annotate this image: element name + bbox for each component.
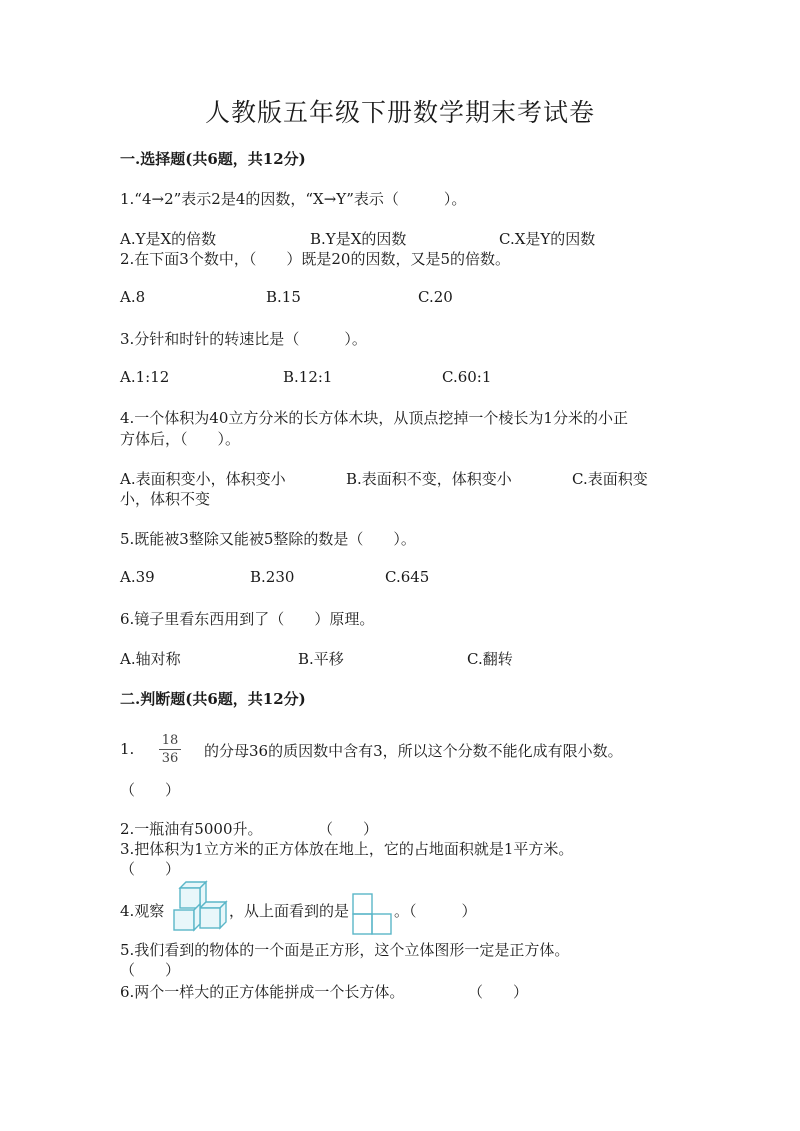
option-b[interactable]: B.表面积不变，体积变小 xyxy=(346,470,512,488)
option-c[interactable]: C.60:1 xyxy=(442,368,492,386)
answer-blank[interactable]: （ ） xyxy=(318,820,379,838)
question-number: 1. xyxy=(120,740,135,758)
answer-blank[interactable]: （ ） xyxy=(120,860,181,878)
answer-blank[interactable]: （ ） xyxy=(120,781,181,799)
question-stem-line2: 方体后，（ ）。 xyxy=(120,430,241,448)
option-b[interactable]: B.15 xyxy=(266,288,301,306)
option-a[interactable]: A.39 xyxy=(120,568,155,586)
question-stem: 6.镜子里看东西用到了（ ）原理。 xyxy=(120,610,375,628)
section-heading-judge: 二.判断题(共6题，共12分) xyxy=(120,690,306,708)
question-suffix[interactable]: 。（ ） xyxy=(394,902,477,920)
question-text: 3.把体积为1立方米的正方体放在地上，它的占地面积就是1平方米。 xyxy=(120,840,574,858)
question-text: 6.两个一样大的正方体能拼成一个长方体。 xyxy=(120,983,405,1001)
question-stem: 2.在下面3个数中，（ ）既是20的因数，又是5的倍数。 xyxy=(120,250,510,268)
question-stem: 5.既能被3整除又能被5整除的数是（ ）。 xyxy=(120,530,416,548)
question-middle: ，从上面看到的是 xyxy=(229,902,350,920)
option-a[interactable]: A.Y是X的倍数 xyxy=(120,230,217,248)
option-b[interactable]: B.Y是X的因数 xyxy=(310,230,407,248)
page-title: 人教版五年级下册数学期末考试卷 xyxy=(204,98,595,127)
question-text: 的分母36的质因数中含有3，所以这个分数不能化成有限小数。 xyxy=(204,742,623,760)
option-b[interactable]: B.230 xyxy=(250,568,295,586)
option-c[interactable]: C.表面积变 xyxy=(572,470,648,488)
option-b[interactable]: B.12:1 xyxy=(283,368,333,386)
option-c[interactable]: C.20 xyxy=(418,288,453,306)
fraction-bar xyxy=(159,749,181,750)
question-stem: 3.分针和时针的转速比是（ ）。 xyxy=(120,330,367,348)
fraction-denominator: 36 xyxy=(161,751,179,766)
option-b[interactable]: B.平移 xyxy=(298,650,344,668)
answer-blank[interactable]: （ ） xyxy=(468,983,529,1001)
section-heading-choice: 一.选择题(共6题，共12分) xyxy=(120,150,306,168)
option-a[interactable]: A.轴对称 xyxy=(120,650,181,668)
question-prefix: 4.观察 xyxy=(120,902,165,920)
option-a[interactable]: A.表面积变小，体积变小 xyxy=(120,470,286,488)
top-view-figure xyxy=(352,893,392,935)
option-c-wrap: 小，体积不变 xyxy=(120,490,211,508)
option-c[interactable]: C.翻转 xyxy=(467,650,513,668)
question-text: 5.我们看到的物体的一个面是正方形，这个立体图形一定是正方体。 xyxy=(120,941,570,959)
question-stem: 1.“4→2”表示2是4的因数，“X→Y”表示（ ）。 xyxy=(120,190,467,208)
fraction xyxy=(159,733,181,766)
option-a[interactable]: A.8 xyxy=(120,288,146,306)
option-a[interactable]: A.1:12 xyxy=(120,368,170,386)
cube-stack-figure xyxy=(172,880,228,936)
fraction-numerator: 18 xyxy=(161,733,179,748)
option-c[interactable]: C.645 xyxy=(385,568,430,586)
answer-blank[interactable]: （ ） xyxy=(120,961,181,979)
option-c[interactable]: C.X是Y的因数 xyxy=(499,230,596,248)
question-text: 2.一瓶油有5000升。 xyxy=(120,820,263,838)
question-stem-line1: 4.一个体积为40立方分米的长方体木块，从顶点挖掉一个棱长为1分米的小正 xyxy=(120,409,628,427)
